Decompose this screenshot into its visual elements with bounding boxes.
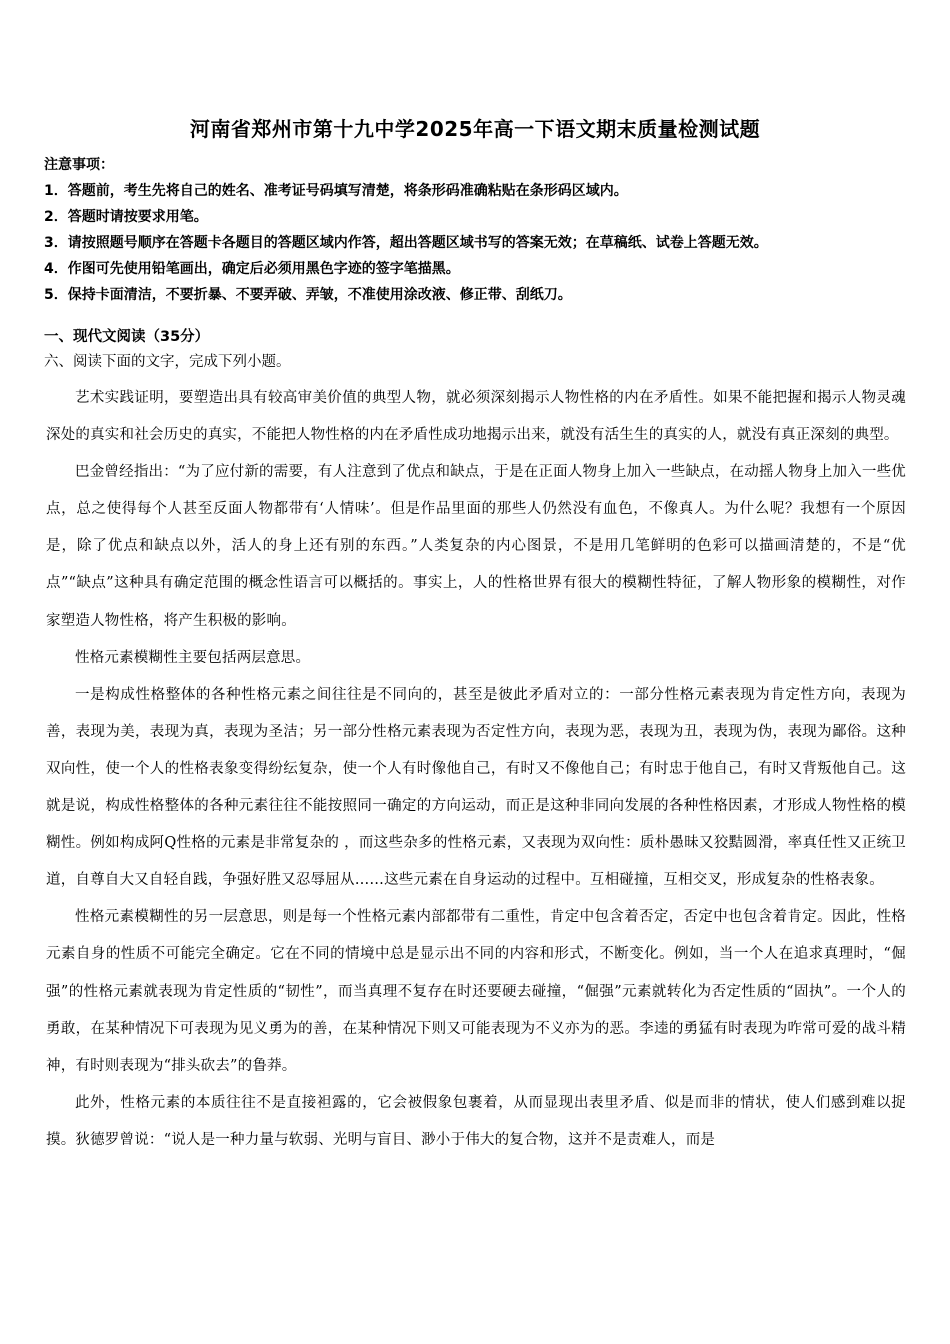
notice-block <box>44 152 914 308</box>
notice-item: 1．答题前，考生先将自己的姓名、准考证号码填写清楚，将条形码准确粘贴在条形码区域内。 <box>44 183 628 199</box>
section-subheading: 六、阅读下面的文字，完成下列小题。 <box>44 354 291 370</box>
notice-item: 2．答题时请按要求用笔。 <box>44 209 208 225</box>
exam-title: 河南省郑州市第十九中学2025年高一下语文期末质量检测试题 <box>189 117 761 141</box>
section-heading: 一、现代文阅读（35分） <box>44 329 210 345</box>
passage-paragraph: 一是构成性格整体的各种性格元素之间往往是不同向的，甚至是彼此矛盾对立的：一部分性格元素表现为肯定性方向，表现为善，表现为美，表现为真，表现为圣洁；另一部分性格元素表现为否定性方向，表现为恶，表现为丑，表现为伪，表现为鄙俗。这种双向性，使一个人的性格表象变得纷纭复杂，使一个人有时像他自己，有时又不像他自己；有时忠于他自己，有时又背叛他自己。这就是说，构成性格整体的各种元素往往不能按照同一确定的方向运动，而正是这种非同向发展的各种性格因素，才形成人物性格的模糊性。例如构成阿Q性格的元素是非常复杂的 ，而这些杂多的性格元素，又表现为双向性：质朴愚昧又狡黠圆滑，率真任性又正统卫道，自尊自大又自轻自践，争强好胜又忍辱屈从……这些元素在自身运动的过程中。互相碰撞，互相交叉，形成复杂的性格表象。 <box>46 686 906 889</box>
notice-item: 5．保持卡面清洁，不要折暴、不要弄破、弄皱，不准使用涂改液、修正带、刮纸刀。 <box>44 287 572 303</box>
passage-paragraph: 巴金曾经指出：“为了应付新的需要，有人注意到了优点和缺点，于是在正面人物身上加入一些缺点，在动摇人物身上加入一些优点，总之使得每个人甚至反面人物都带有‘人情味’。但是作品里面的那些人仍然没有血色，不像真人。为什么呢？我想有一个原因是，除了优点和缺点以外，活人的身上还有别的东西。”人类复杂的内心图景，不是用几笔鲜明的色彩可以描画清楚的，不是“优点”“缺点”这种具有确定范围的概念性语言可以概括的。事实上，人的性格世界有很大的模糊性特征，了解人物形象的模糊性，对作家塑造人物性格，将产生积极的影响。 <box>46 464 906 629</box>
passage-paragraph: 此外，性格元素的本质往往不是直接袒露的，它会被假象包裹着，从而显现出表里矛盾、似是而非的情状，使人们感到难以捉摸。狄德罗曾说：“说人是一种力量与软弱、光明与盲目、渺小于伟大的复合物，这并不是责难人，而是 <box>46 1094 906 1148</box>
notice-item: 3．请按照题号顺序在答题卡各题目的答题区域内作答，超出答题区域书写的答案无效；在草稿纸、试卷上答题无效。 <box>44 235 768 251</box>
passage-paragraph: 性格元素模糊性主要包括两层意思。 <box>75 649 311 666</box>
passage-paragraph: 艺术实践证明，要塑造出具有较高审美价值的典型人物，就必须深刻揭示人物性格的内在矛盾性。如果不能把握和揭示人物灵魂深处的真实和社会历史的真实，不能把人物性格的内在矛盾性成功地揭示出来，就没有活生生的真实的人，就没有真正深刻的典型。 <box>46 390 906 444</box>
notice-item: 4．作图可先使用铅笔画出，确定后必须用黑色字迹的签字笔描黑。 <box>44 261 460 277</box>
passage-paragraph: 性格元素模糊性的另一层意思，则是每一个性格元素内部都带有二重性，肯定中包含着否定，否定中也包含着肯定。因此，性格元素自身的性质不可能完全确定。它在不同的情境中总是显示出不同的内容和形式，不断变化。例如，当一个人在追求真理时，“倔强”的性格元素就表现为肯定性质的“韧性”，而当真理不复存在时还要硬去碰撞，“倔强”元素就转化为否定性质的“固执”。一个人的勇敢，在某种情况下可表现为见义勇为的善，在某种情况下则又可能表现为不义亦为的恶。李逵的勇猛有时表现为咋常可爱的战斗精神，有时则表现为“排头砍去”的鲁莽。 <box>46 909 906 1074</box>
notice-heading: 注意事项： <box>44 157 114 173</box>
reading-passage <box>46 380 906 1159</box>
